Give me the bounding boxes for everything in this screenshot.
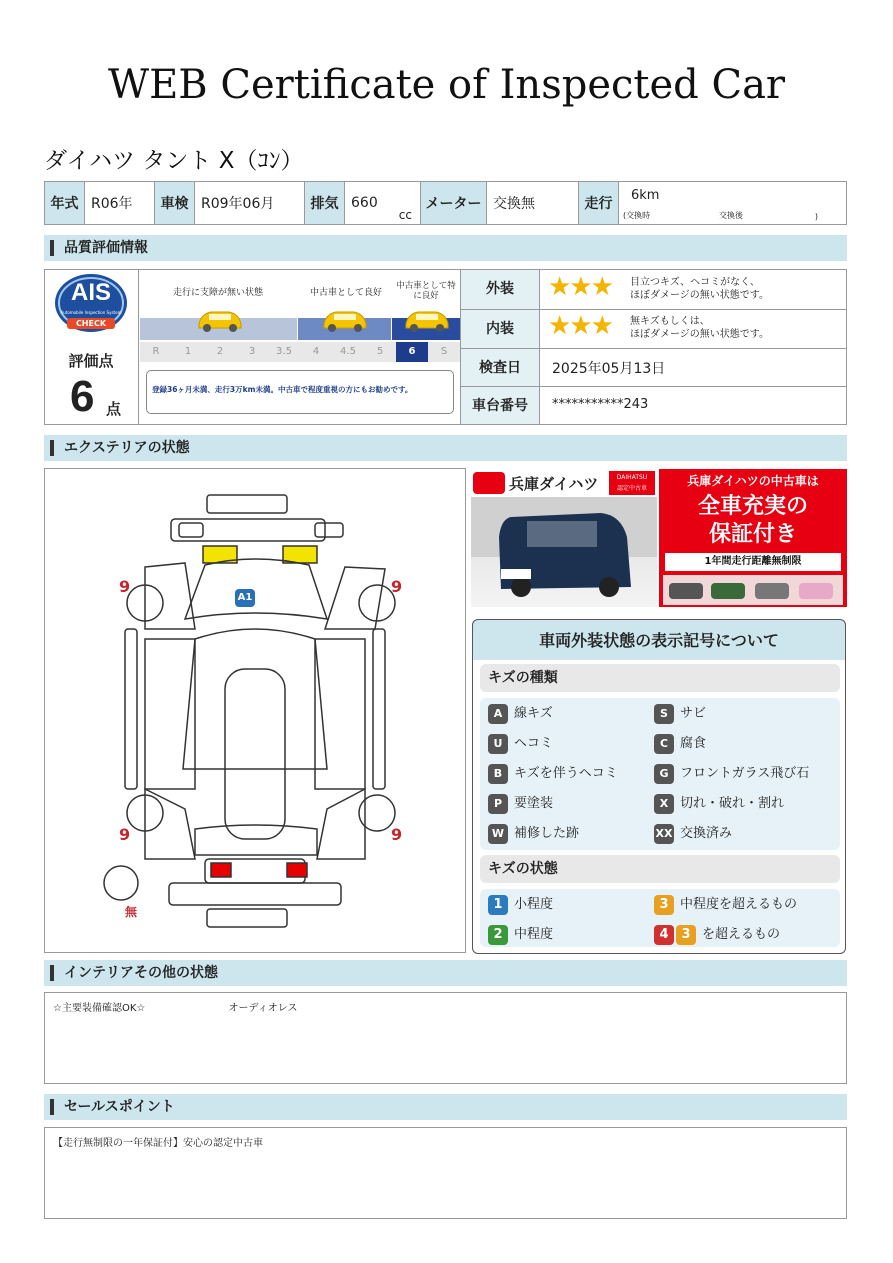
scale-step: 3.5 — [276, 346, 292, 357]
damage-type-code: G — [654, 764, 674, 784]
damage-state-item — [488, 895, 553, 915]
inspection-label: 車検 — [155, 182, 195, 225]
damage-state-item — [654, 925, 780, 945]
damage-state-code: 4 — [654, 925, 674, 945]
divider — [540, 309, 846, 310]
displacement-label: 排気 — [305, 182, 345, 225]
interior-stars: ★★★ — [548, 311, 612, 341]
spare-tire-status: 無 — [125, 905, 138, 919]
spec-table — [44, 181, 847, 225]
exterior-section-title: エクステリアの状態 — [44, 435, 847, 461]
interior-notes — [44, 992, 847, 1084]
damage-type-label: 腐食 — [680, 736, 707, 751]
scale-step: 5 — [376, 346, 384, 357]
damage-type-code: P — [488, 794, 508, 814]
car-diagram-box — [44, 468, 466, 953]
damage-state-label: を超えるもの — [702, 927, 781, 942]
sales-text: 【走行無制限の一年保証付】安心の認定中古車 — [53, 1138, 263, 1149]
damage-type-label: 切れ・破れ・割れ — [680, 796, 785, 811]
chassis-value: ***********243 — [552, 397, 649, 412]
scale-step: 1 — [184, 346, 192, 357]
year-label: 年式 — [45, 182, 85, 225]
promo-cars-image — [663, 575, 843, 605]
ais-logo — [53, 273, 129, 337]
damage-type-code: X — [654, 794, 674, 814]
daihatsu-logo-icon — [473, 472, 505, 494]
damage-type-label: フロントガラス飛び石 — [680, 766, 810, 781]
damage-type-label: 線キズ — [514, 706, 553, 721]
mileage-sub-after: 交換後 — [719, 211, 743, 220]
damage-state-label: 小程度 — [514, 897, 554, 912]
ais-logo-sub: Automobile Inspection System — [60, 310, 122, 315]
interior-desc — [630, 315, 769, 341]
exterior-label: 外装 — [461, 270, 540, 309]
damage-type-label: キズを伴うヘコミ — [514, 766, 618, 781]
damage-marker[interactable]: A1 — [235, 589, 255, 607]
chassis-label: 車台番号 — [461, 386, 540, 424]
promo-line-4: 1年間走行距離無制限 — [665, 553, 841, 571]
damage-type-label: ヘコミ — [514, 736, 554, 751]
damage-type-item — [654, 794, 784, 814]
damage-state-code: 1 — [488, 895, 508, 915]
mileage-label: 走行 — [579, 182, 619, 225]
damage-type-item — [488, 824, 579, 844]
damage-type-code: A — [488, 704, 508, 724]
interior-desc-2: ほぼダメージの無い状態です。 — [630, 329, 769, 340]
damage-state-code-2: 3 — [676, 925, 696, 945]
damage-type-label: 要塗装 — [514, 796, 554, 811]
displacement-cell — [345, 182, 421, 225]
damage-type-item — [654, 824, 732, 844]
scale-step: 6 — [396, 342, 428, 362]
scale-step: 4 — [312, 346, 320, 357]
damage-type-item — [488, 734, 553, 754]
yellow-car-icon — [195, 304, 245, 332]
displacement-unit: cc — [398, 208, 412, 222]
score-value: 6 — [70, 372, 95, 421]
dealer-badge — [609, 471, 655, 495]
divider — [540, 348, 846, 349]
promo-line-1: 兵庫ダイハツの中古車は — [687, 474, 819, 488]
damage-type-label: 補修した跡 — [514, 826, 580, 841]
damage-state-label: 中程度を超えるもの — [680, 897, 798, 912]
scale-step: 4.5 — [340, 346, 356, 357]
dealer-header — [471, 469, 657, 497]
damage-type-label: 交換済み — [680, 826, 733, 841]
promo-panel — [659, 469, 847, 607]
legend-title: 車両外装状態の表示記号について — [472, 619, 846, 661]
damage-type-code: W — [488, 824, 508, 844]
scale-step: R — [152, 346, 160, 357]
car-name: ダイハツ タント X（ｺﾝ） — [44, 148, 304, 174]
mileage-sub-close: ) — [814, 212, 818, 221]
inspect-date-value: 2025年05月13日 — [552, 361, 666, 377]
tire-rl-depth: 9 — [119, 825, 131, 844]
scale-step: 2 — [216, 346, 224, 357]
meter-value: 交換無 — [487, 182, 579, 225]
badge-line-2: 認定中古車 — [616, 485, 647, 492]
dealer-banner — [471, 469, 847, 607]
scale-head-3: 中古車として特に良好 — [396, 281, 456, 301]
page-title: WEB Certificate of Inspected Car — [107, 62, 786, 108]
interior-desc-1: 無キズもしくは、 — [630, 316, 710, 327]
yellow-car-icon — [402, 304, 452, 332]
exterior-desc-1: 目立つキズ、ヘコミがなく、 — [630, 277, 760, 288]
interior-label: 内装 — [461, 309, 540, 348]
interior-line-1: ☆主要装備確認OK☆ — [53, 1003, 146, 1014]
tire-fr-depth: 9 — [391, 577, 403, 596]
damage-type-item — [654, 734, 706, 754]
scale-step: S — [440, 346, 448, 357]
scale-head-1: 走行に支障が無い状態 — [172, 288, 263, 298]
tire-rr-depth: 9 — [391, 825, 403, 844]
damage-type-label: サビ — [680, 706, 707, 721]
meter-label: メーター — [421, 182, 487, 225]
damage-type-code: S — [654, 704, 674, 724]
damage-state-item — [488, 925, 553, 945]
interior-section-title: インテリアその他の状態 — [44, 960, 847, 986]
mileage-cell — [619, 182, 847, 225]
note-text: 登録36ヶ月未満、走行3万km未満。中古車で程度重視の方にもお勧めです。 — [152, 385, 413, 394]
damage-state-code: 2 — [488, 925, 508, 945]
mileage-sub-before: (交換時 — [623, 211, 651, 220]
divider — [138, 269, 139, 425]
ais-logo-text: AIS — [70, 279, 111, 306]
damage-states-title: キズの状態 — [480, 855, 840, 883]
damage-state-label: 中程度 — [514, 927, 554, 942]
damage-types-title: キズの種類 — [480, 664, 840, 692]
damage-type-item — [488, 764, 618, 784]
damage-type-code: XX — [654, 824, 674, 844]
damage-type-item — [654, 704, 706, 724]
exterior-desc-2: ほぼダメージの無い状態です。 — [630, 290, 769, 301]
damage-type-item — [654, 764, 809, 784]
score-unit: 点 — [106, 400, 122, 418]
damage-type-code: C — [654, 734, 674, 754]
yellow-car-icon — [320, 304, 370, 332]
score-label: 評価点 — [68, 352, 114, 370]
badge-line-1: DAIHATSU — [616, 474, 648, 481]
damage-state-item — [654, 895, 797, 915]
sales-notes — [44, 1127, 847, 1219]
scale-steps — [140, 342, 460, 362]
displacement-value: 660 — [351, 195, 378, 211]
car-diagram — [45, 469, 465, 952]
exterior-desc — [630, 276, 769, 302]
sales-section-title: セールスポイント — [44, 1094, 847, 1120]
promo-line-2: 全車充実の — [697, 494, 808, 519]
tire-fl-depth: 9 — [119, 577, 131, 596]
damage-state-code: 3 — [654, 895, 674, 915]
exterior-stars: ★★★ — [548, 272, 612, 302]
quality-section-title: 品質評価情報 — [44, 235, 847, 261]
year-value: R06年 — [85, 182, 155, 225]
ais-check: CHECK — [67, 318, 115, 329]
divider — [540, 386, 846, 387]
mileage-value: 6km — [631, 188, 660, 203]
scale-head-2: 中古車として良好 — [309, 288, 382, 298]
damage-type-item — [488, 704, 553, 724]
scale-step: 3 — [248, 346, 256, 357]
car-photo — [471, 497, 657, 607]
inspect-date-label: 検査日 — [461, 348, 540, 386]
inspection-value: R09年06月 — [195, 182, 305, 225]
interior-line-2: オーディオレス — [228, 1003, 298, 1014]
damage-type-code: U — [488, 734, 508, 754]
damage-type-code: B — [488, 764, 508, 784]
damage-type-item — [488, 794, 553, 814]
dealer-name: 兵庫ダイハツ — [509, 475, 599, 493]
promo-line-3: 保証付き — [708, 522, 797, 547]
